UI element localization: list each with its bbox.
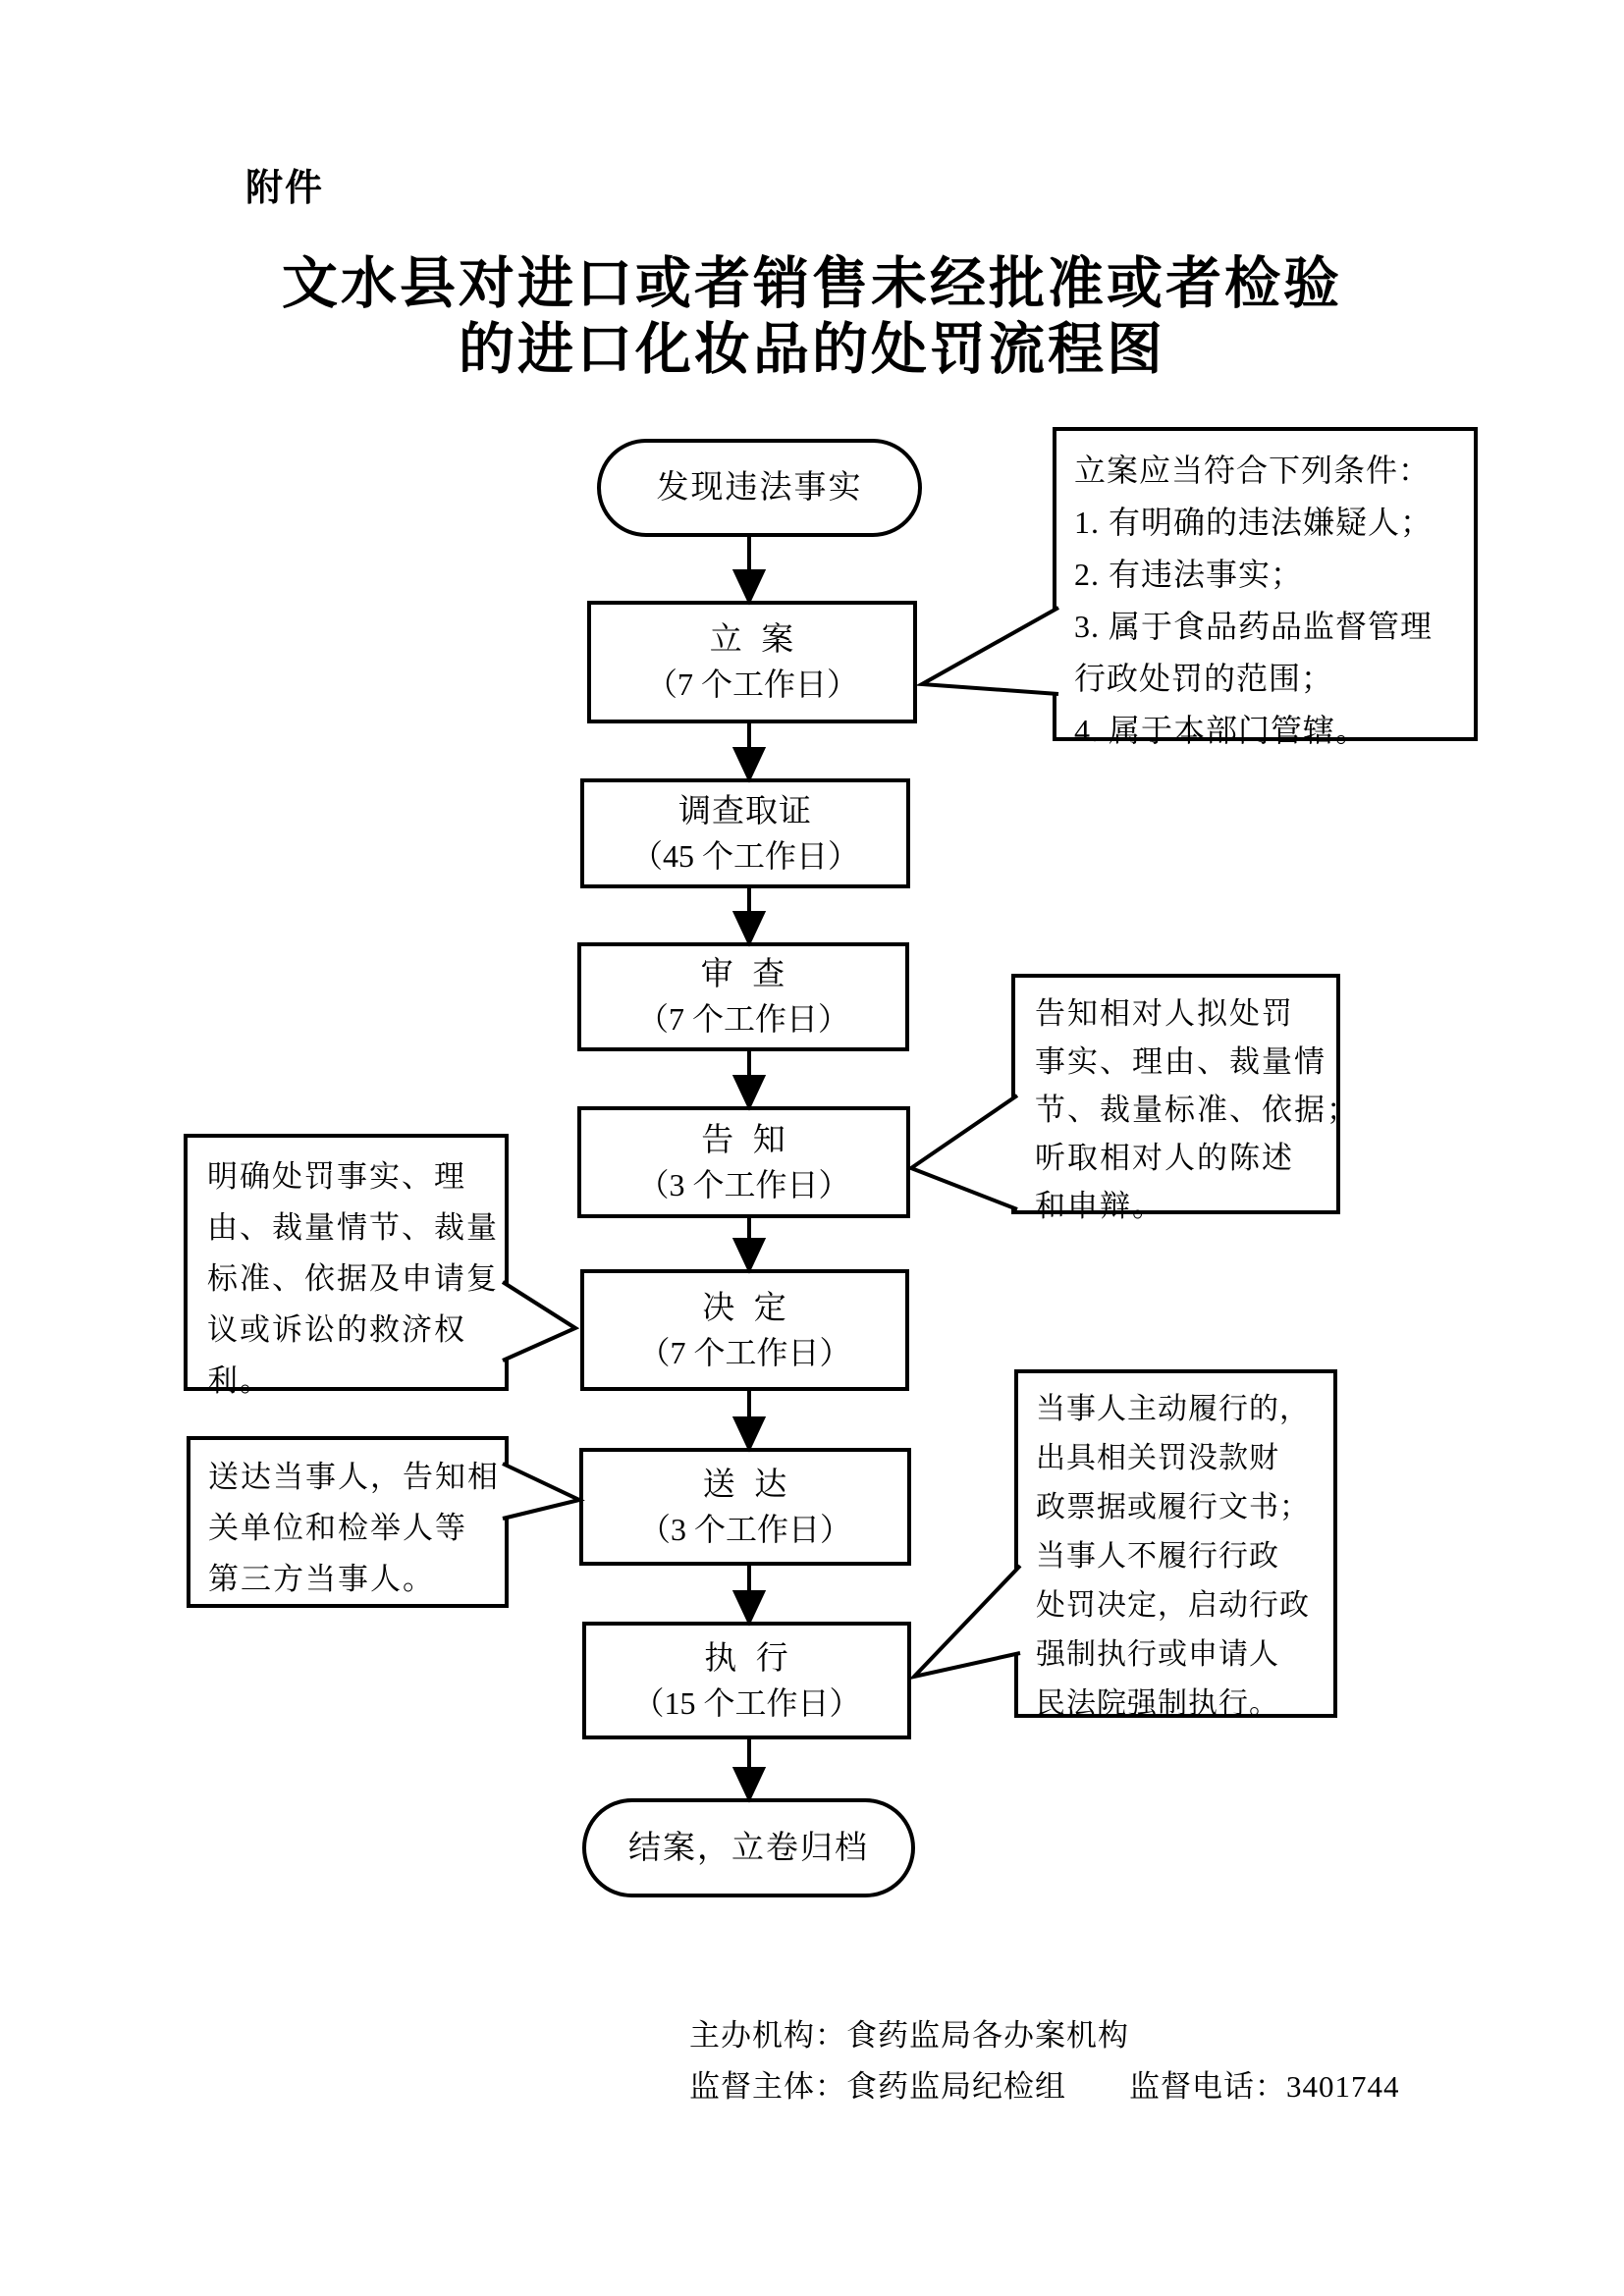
callout-decision-detail-line: 明确处罚事实、理 xyxy=(207,1159,466,1194)
callout-execution-detail-line: 出具相关罚没款财 xyxy=(1036,1442,1279,1474)
flow-arrowhead-1 xyxy=(735,571,763,601)
callout-decision-detail xyxy=(184,1134,509,1398)
callout-delivery-detail-line: 第三方当事人。 xyxy=(208,1562,435,1596)
callout-delivery-detail-line: 送达当事人，告知相 xyxy=(208,1460,500,1494)
flow-step-decision xyxy=(580,1269,909,1391)
flow-arrowhead-4 xyxy=(735,1077,763,1106)
callout-execution-detail-line: 处罚决定，启动行政 xyxy=(1036,1589,1310,1622)
flow-step-inform-name: 告 知 xyxy=(701,1122,786,1158)
callout-tail-delivery-detail xyxy=(503,1464,579,1519)
footer-supervisor: 监督主体：食药监局纪检组 监督电话：3401744 xyxy=(689,2069,1400,2104)
callout-filing-conditions-line: 行政处罚的范围； xyxy=(1074,661,1334,696)
callout-decision-detail-line: 由、裁量情节、裁量 xyxy=(207,1210,499,1245)
flow-arrowhead-3 xyxy=(735,913,763,942)
flow-step-decision-name: 决 定 xyxy=(702,1290,787,1326)
flow-step-execution-name: 执 行 xyxy=(704,1640,789,1677)
callout-execution-detail-line: 强制执行或申请人 xyxy=(1036,1638,1279,1671)
callout-delivery-detail xyxy=(187,1436,509,1608)
flow-step-filing xyxy=(587,601,917,723)
flow-step-review-name: 审 查 xyxy=(700,957,786,992)
flow-step-review-duration: （7 个工作日） xyxy=(636,1001,849,1037)
callout-execution-detail xyxy=(1014,1369,1337,1718)
footer-organizer: 主办机构：食药监局各办案机构 xyxy=(689,2018,1129,2053)
flow-step-decision-duration: （7 个工作日） xyxy=(638,1334,851,1370)
flow-step-filing-duration: （7 个工作日） xyxy=(645,667,858,702)
flow-step-inform xyxy=(577,1106,910,1218)
page-title-line1: 文水县对进口或者销售未经批准或者检验 xyxy=(282,253,1342,315)
flow-step-investigation xyxy=(580,778,910,888)
flow-step-filing-name: 立 案 xyxy=(709,622,795,658)
callout-execution-detail-line: 政票据或履行文书； xyxy=(1036,1491,1310,1523)
flow-step-delivery xyxy=(579,1448,911,1566)
flow-node-end xyxy=(582,1798,915,1897)
flow-step-delivery-name: 送 达 xyxy=(702,1467,788,1503)
callout-filing-conditions-line: 2. 有违法事实； xyxy=(1074,557,1304,592)
callout-filing-conditions-line: 立案应当符合下列条件： xyxy=(1074,453,1432,488)
flow-step-investigation-name: 调查取证 xyxy=(678,793,812,829)
flow-node-end-label: 结案，立卷归档 xyxy=(628,1830,869,1866)
callout-inform-detail-line: 听取相对人的陈述 xyxy=(1035,1141,1294,1175)
callout-execution-detail-line: 民法院强制执行。 xyxy=(1036,1687,1279,1720)
callout-inform-detail-line: 和申辩。 xyxy=(1035,1189,1164,1223)
callout-filing-conditions xyxy=(1053,427,1478,748)
callout-delivery-detail-line: 关单位和检举人等 xyxy=(208,1511,467,1545)
flow-arrowhead-7 xyxy=(735,1592,763,1622)
callout-execution-detail-line: 当事人主动履行的， xyxy=(1036,1393,1310,1425)
callout-tail-inform-detail xyxy=(911,1095,1017,1209)
attachment-label: 附件 xyxy=(245,168,325,209)
flow-node-start-label: 发现违法事实 xyxy=(656,470,863,506)
flow-step-inform-duration: （3 个工作日） xyxy=(637,1166,850,1202)
callout-tail-decision-detail xyxy=(503,1282,575,1361)
callout-inform-detail-line: 告知相对人拟处罚 xyxy=(1035,996,1294,1031)
flow-arrowhead-5 xyxy=(735,1240,763,1269)
flow-step-review xyxy=(577,942,909,1051)
callout-tail-execution-detail xyxy=(914,1566,1020,1677)
flow-arrowhead-8 xyxy=(735,1769,763,1798)
callout-decision-detail-line: 议或诉讼的救济权 xyxy=(207,1312,466,1347)
callout-inform-detail xyxy=(1011,974,1359,1223)
callout-filing-conditions-line: 3. 属于食品药品监督管理 xyxy=(1074,609,1434,644)
callout-inform-detail-line: 节、裁量标准、依据； xyxy=(1035,1093,1359,1127)
flow-node-start xyxy=(597,439,922,537)
flow-step-execution xyxy=(582,1622,911,1739)
callout-inform-detail-line: 事实、理由、裁量情 xyxy=(1035,1044,1326,1079)
flow-arrowhead-2 xyxy=(735,749,763,778)
callout-tail-filing-conditions xyxy=(922,608,1058,694)
callout-execution-detail-line: 当事人不履行行政 xyxy=(1036,1540,1279,1573)
callout-decision-detail-line: 标准、依据及申请复 xyxy=(207,1261,499,1296)
flow-step-investigation-duration: （45 个工作日） xyxy=(630,837,859,874)
callout-filing-conditions-line: 1. 有明确的违法嫌疑人； xyxy=(1074,505,1434,540)
flow-step-delivery-duration: （3 个工作日） xyxy=(638,1511,851,1547)
page-title-line2: 的进口化妆品的处罚流程图 xyxy=(459,319,1165,381)
flow-arrowhead-6 xyxy=(735,1418,763,1448)
callout-decision-detail-line: 利。 xyxy=(207,1363,272,1398)
flow-step-execution-duration: （15 个工作日） xyxy=(632,1684,861,1721)
callout-filing-conditions-line: 4. 属于本部门管辖。 xyxy=(1074,713,1369,748)
